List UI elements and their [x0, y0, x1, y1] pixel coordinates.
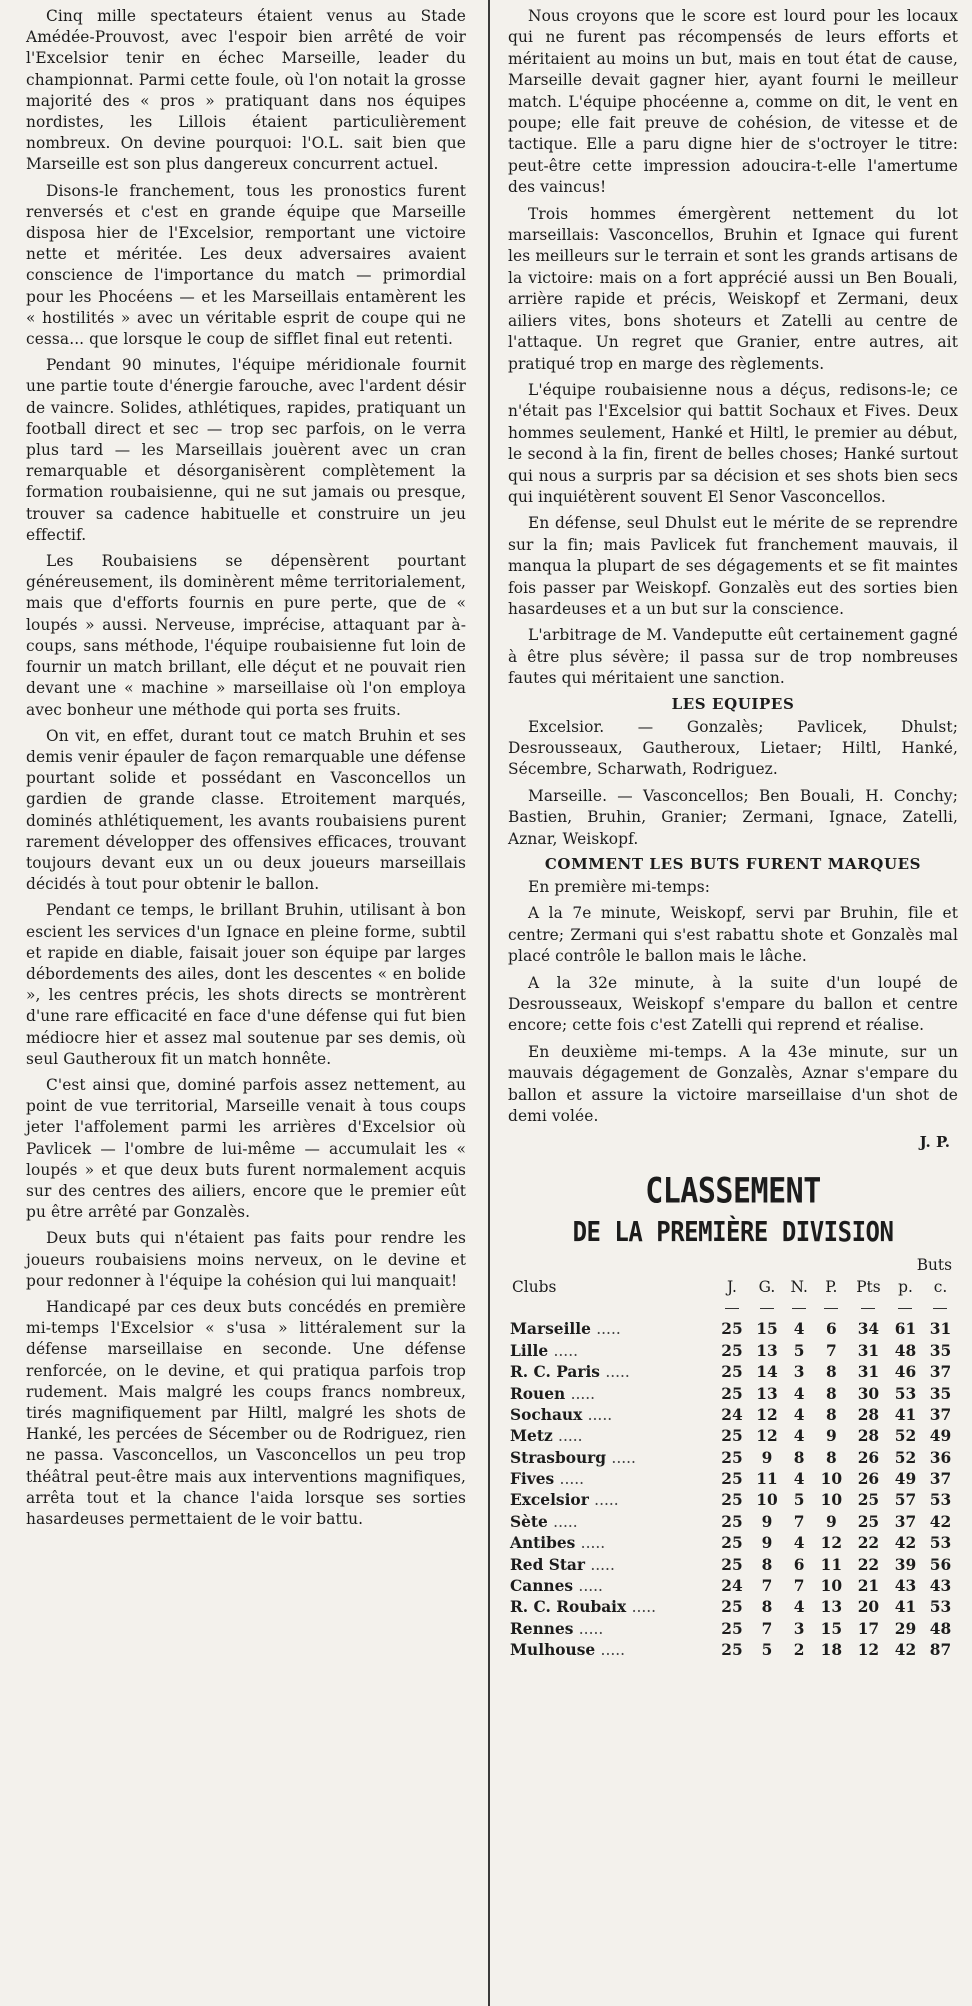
stat-cell: 31	[929, 1320, 952, 1339]
table-row	[508, 1575, 958, 1596]
buts-heading: COMMENT LES BUTS FURENT MARQUES	[544, 855, 922, 874]
stat-cell: 12	[820, 1534, 843, 1553]
stat-cell: 37	[929, 1363, 952, 1382]
table-row	[508, 1511, 958, 1532]
leader-dots: .....	[594, 1491, 619, 1510]
header-underline	[923, 1297, 958, 1318]
stat-cell: 4	[793, 1427, 805, 1446]
left-column-paragraph: Deux buts qui n'étaient pas faits pour rendre les joueurs roubaisiens moins nerveux, on le devine et pour redonner à l'équipe la cohésion qui lui manquait!	[26, 1229, 466, 1290]
left-column-paragraph: Les Roubaisiens se dépensèrent pourtant généreusement, ils dominèrent même territorialement, mais que d'efforts fournis en pure perte, que de « loupés » aussi. Nerveuse, imprécise, attaquant par à-coups, sans méthode, l'équipe roubaisienne fut loin de fournir un match brillant, elle déçut et ne pouvait rien devant une « machine » marseillaise où l'on employa avec bonheur une méthode qui porta ses fruits.	[26, 552, 466, 719]
stat-cell: 46	[894, 1363, 917, 1382]
right-column	[492, 0, 972, 2006]
stat-cell: 43	[929, 1577, 952, 1596]
stat-cell: 3	[793, 1619, 805, 1638]
stat-cell: 18	[820, 1641, 843, 1660]
stat-cell: 7	[761, 1619, 773, 1638]
stat-cell: 61	[894, 1320, 917, 1339]
club-name: Marseille	[510, 1320, 591, 1339]
stat-cell: 4	[793, 1534, 805, 1553]
leader-dots: .....	[578, 1619, 604, 1638]
club-name-cell	[508, 1340, 714, 1361]
stat-cell: 25	[721, 1384, 743, 1403]
leader-dots: .....	[559, 1470, 585, 1489]
header-underline	[714, 1297, 749, 1318]
stat-cell: 8	[761, 1555, 773, 1574]
stat-cell: 9	[761, 1448, 773, 1467]
stat-cell: 12	[756, 1427, 778, 1446]
stat-cell: 37	[894, 1512, 917, 1531]
stat-cell: 11	[756, 1470, 778, 1489]
stat-cell: 42	[929, 1512, 952, 1531]
stat-cell: 8	[761, 1598, 773, 1617]
club-name: Excelsior	[510, 1491, 589, 1510]
club-name: Rennes	[510, 1619, 574, 1638]
club-name-cell	[508, 1404, 714, 1425]
leader-dots: .....	[558, 1427, 583, 1446]
stat-cell: 35	[929, 1384, 952, 1403]
leader-dots: .....	[553, 1512, 578, 1531]
stat-cell: 17	[857, 1619, 880, 1638]
column-divider	[488, 0, 490, 2006]
club-name: Mulhouse	[510, 1641, 596, 1660]
club-name: Antibes	[510, 1534, 576, 1553]
table-row	[508, 1597, 958, 1618]
stat-cell: 25	[721, 1534, 743, 1553]
stat-cell: 9	[825, 1427, 837, 1446]
stat-cell: 25	[721, 1427, 743, 1446]
stat-cell: 30	[857, 1384, 880, 1403]
stat-cell: 31	[857, 1363, 880, 1382]
stat-cell: 24	[721, 1577, 743, 1596]
stat-cell: 53	[929, 1598, 952, 1617]
stat-cell: 5	[793, 1341, 805, 1360]
leader-dots: .....	[600, 1641, 626, 1660]
stat-cell: 25	[721, 1491, 743, 1510]
header-underline	[508, 1297, 714, 1318]
header-underline	[784, 1297, 813, 1318]
club-name-cell	[508, 1640, 714, 1661]
club-name-cell	[508, 1511, 714, 1532]
club-name: R. C. Paris	[510, 1363, 600, 1382]
stat-cell: 25	[721, 1641, 743, 1660]
table-row	[508, 1361, 958, 1382]
header-underline	[749, 1297, 784, 1318]
standings-title-line2: DE LA PREMIÈRE DIVISION	[572, 1215, 894, 1248]
table-row	[508, 1554, 958, 1575]
club-name-cell	[508, 1447, 714, 1468]
standings-header-cell: G.	[758, 1277, 776, 1296]
table-row	[508, 1404, 958, 1425]
stat-cell: 4	[793, 1405, 805, 1424]
stat-cell: 4	[793, 1598, 805, 1617]
club-name: Rouen	[510, 1384, 566, 1403]
club-name: Lille	[510, 1341, 549, 1360]
stat-cell: 8	[825, 1384, 837, 1403]
table-row	[508, 1533, 958, 1554]
stat-cell: 43	[894, 1577, 917, 1596]
stat-cell: 7	[825, 1341, 837, 1360]
left-column-paragraph: Pendant 90 minutes, l'équipe méridionale fournit une partie toute d'énergie farouche, avec l'ardent désir de vaincre. Solides, athlétiques, rapides, pratiquant un football direct et sec — trop sec parfois, on le verra plus tard — les Marseillais jouèrent avec un cran remarquable et désorganisèrent complètement la formation roubaisienne, qui ne sut jamais ou presque, trouver sa cadence habituelle et construire un jeu effectif.	[26, 356, 466, 544]
standings-table	[508, 1255, 958, 1661]
club-name-cell	[508, 1597, 714, 1618]
table-row	[508, 1618, 958, 1639]
stat-cell: 7	[761, 1577, 773, 1596]
table-row	[508, 1447, 958, 1468]
goal-paragraph: En deuxième mi-temps. A la 43e minute, sur un mauvais dégagement de Gonzalès, Aznar s'empare du ballon et assure la victoire marseillaise d'un shot de demi volée.	[508, 1042, 958, 1126]
table-row	[508, 1319, 958, 1340]
stat-cell: 9	[761, 1512, 773, 1531]
table-row	[508, 1426, 958, 1447]
club-name: R. C. Roubaix	[510, 1598, 627, 1617]
stat-cell: 10	[820, 1577, 843, 1596]
stat-cell: 9	[825, 1512, 837, 1531]
stat-cell: 9	[761, 1534, 773, 1553]
stat-cell: 13	[820, 1598, 843, 1617]
stat-cell: 12	[857, 1641, 880, 1660]
stat-cell: 25	[721, 1512, 743, 1531]
stat-cell: 48	[894, 1341, 917, 1360]
standings-header-cell: J.	[727, 1277, 737, 1296]
stat-cell: 25	[721, 1341, 743, 1360]
header-underline	[849, 1297, 888, 1318]
author-signature: J. P.	[919, 1132, 950, 1151]
stat-cell: 22	[857, 1555, 880, 1574]
leader-dots: .....	[596, 1320, 621, 1339]
club-name: Sochaux	[510, 1405, 583, 1424]
stat-cell: 25	[721, 1448, 743, 1467]
club-name: Cannes	[510, 1577, 574, 1596]
club-name-cell	[508, 1618, 714, 1639]
left-column-paragraph: Pendant ce temps, le brillant Bruhin, utilisant à bon escient les services d'un Ignace en pleine forme, subtil et rapide en diable, faisait jouer son équipe par larges débordements des ailes, dont les descentes « en bolide », les centres précis, les shots directs se montrèrent d'une rare efficacité en face d'une défense qui fut bien médiocre hier et assez mal soutenue par ses demis, où seul Gautheroux fit un match honnête.	[26, 901, 466, 1068]
standings-title-line1: CLASSEMENT	[645, 1170, 821, 1212]
standings-header-cell: Clubs	[512, 1277, 557, 1296]
table-row	[508, 1468, 958, 1489]
stat-cell: 13	[756, 1384, 778, 1403]
leader-dots: .....	[570, 1384, 596, 1403]
stat-cell: 13	[756, 1341, 778, 1360]
stat-cell: 34	[857, 1320, 880, 1339]
left-column-paragraph: Handicapé par ces deux buts concédés en première mi-temps l'Excelsior « s'usa » littéralement sur la défense marseillaise en seconde. Une défense renforcée, on le devine, et qui pratiqua parfois trop rudement. Mais malgré les coups francs nombreux, tirés magnifiquement par Hiltl, malgré les shots de Hanké, les percées de Sécember ou de Rodriguez, rien ne passa. Vasconcellos, un Vasconcellos un peu trop théâtral peut-être mais aux interventions magnifiques, arrêta tout et la chance l'aida lorsque ses sorties hasardeuses permettaient de le voir battu.	[26, 1297, 466, 1529]
stat-cell: 6	[825, 1320, 837, 1339]
stat-cell: 10	[820, 1491, 843, 1510]
stat-cell: 41	[894, 1405, 917, 1424]
header-underline	[814, 1297, 849, 1318]
leader-dots: .....	[590, 1555, 615, 1574]
club-name-cell	[508, 1554, 714, 1575]
stat-cell: 87	[929, 1641, 952, 1660]
stat-cell: 10	[756, 1491, 778, 1510]
stat-cell: 25	[857, 1491, 880, 1510]
stat-cell: 53	[929, 1491, 952, 1510]
stat-cell: 14	[756, 1363, 778, 1382]
stat-cell: 8	[825, 1405, 837, 1424]
club-name-cell	[508, 1361, 714, 1382]
stat-cell: 37	[929, 1470, 952, 1489]
club-name-cell	[508, 1383, 714, 1404]
stat-cell: 20	[857, 1598, 880, 1617]
stat-cell: 4	[793, 1470, 805, 1489]
stat-cell: 2	[793, 1641, 805, 1660]
right-column-paragraph: Nous croyons que le score est lourd pour les locaux qui ne furent pas récompensés de leurs efforts et méritaient au moins un but, mais en tout état de cause, Marseille devait gagner hier, ayant fourni le meilleur match. L'équipe phocéenne a, comme on dit, le vent en poupe; elle fait preuve de cohésion, de vitesse et de tactique. Elle a paru digne hier de s'octroyer le titre: peut-être cette impression adoucira-t-elle l'amertume des vaincus!	[508, 7, 958, 197]
stat-cell: 52	[894, 1448, 917, 1467]
stat-cell: 28	[857, 1427, 880, 1446]
stat-cell: 24	[721, 1405, 743, 1424]
standings-dash-row	[508, 1297, 958, 1318]
stat-cell: 15	[756, 1320, 778, 1339]
header-underline	[888, 1297, 923, 1318]
stat-cell: 29	[894, 1619, 917, 1638]
club-name-cell	[508, 1468, 714, 1489]
stat-cell: 5	[761, 1641, 773, 1660]
club-name-cell	[508, 1533, 714, 1554]
leader-dots: .....	[611, 1448, 636, 1467]
leader-dots: .....	[580, 1534, 606, 1553]
standings-header-cell: p.	[898, 1277, 913, 1296]
leader-dots: .....	[605, 1363, 630, 1382]
club-name: Strasbourg	[510, 1448, 607, 1467]
stat-cell: 41	[894, 1598, 917, 1617]
stat-cell: 4	[793, 1384, 805, 1403]
club-name-cell	[508, 1319, 714, 1340]
goals-description	[508, 877, 958, 1127]
lineup-marseille: Marseille. — Vasconcellos; Ben Bouali, H. Conchy; Bastien, Bruhin, Granier; Zermani, Ignace, Zatelli, Aznar, Weiskopf.	[508, 786, 958, 848]
stat-cell: 8	[793, 1448, 805, 1467]
left-column-paragraph: Disons-le franchement, tous les pronostics furent renversés et c'est en grande équipe que Marseille disposa hier de l'Excelsior, remportant une victoire nette et méritée. Les deux adversaires avaient conscience de l'importance du match — primordial pour les Phocéens — et les Marseillais entamèrent les « hostilités » avec un véritable esprit de coupe qui ne cessa... que lorsque le coup de sifflet final eut retenti.	[26, 181, 466, 349]
standings-header-row	[508, 1276, 958, 1297]
leader-dots: .....	[578, 1577, 603, 1596]
right-column-paragraph: L'équipe roubaisienne nous a déçus, redisons-le; ce n'était pas l'Excelsior qui battit Sochaux et Fives. Deux hommes seulement, Hanké et Hiltl, le premier au début, le second à la fin, firent de belles choses; Hanké surtout qui nous a surpris par sa décision et ses shots bien secs qui inquiétèrent souvent El Senor Vasconcellos.	[508, 380, 958, 506]
club-name: Fives	[510, 1470, 555, 1489]
standings-header-cell: Pts	[856, 1277, 881, 1296]
stat-cell: 6	[793, 1555, 805, 1574]
article-continuation	[508, 6, 958, 690]
club-name-cell	[508, 1490, 714, 1511]
leader-dots: .....	[631, 1598, 657, 1617]
club-name-cell	[508, 1426, 714, 1447]
stat-cell: 25	[857, 1512, 880, 1531]
stat-cell: 10	[820, 1470, 843, 1489]
table-row	[508, 1490, 958, 1511]
table-row	[508, 1383, 958, 1404]
stat-cell: 5	[793, 1491, 805, 1510]
stat-cell: 26	[857, 1470, 880, 1489]
stat-cell: 37	[929, 1405, 952, 1424]
stat-cell: 7	[793, 1512, 805, 1531]
left-column-paragraph: C'est ainsi que, dominé parfois assez nettement, au point de vue territorial, Marseille venait à tous coups jeter l'affolement parmi les arrières d'Excelsior où Pavlicek — l'ombre de lui-même — accumulait les « loupés » et que deux buts furent normalement acquis sur des centres des ailiers, encore que le premier eût pu être arrêté par Gonzalès.	[26, 1075, 466, 1222]
stat-cell: 42	[894, 1534, 917, 1553]
stat-cell: 25	[721, 1598, 743, 1617]
club-name: Sète	[510, 1512, 548, 1531]
club-name: Red Star	[510, 1555, 586, 1574]
goal-paragraph: En première mi-temps:	[528, 878, 710, 897]
stat-cell: 4	[793, 1320, 805, 1339]
stat-cell: 25	[721, 1619, 743, 1638]
standings-header-cell: c.	[933, 1277, 948, 1296]
stat-cell: 28	[857, 1405, 880, 1424]
stat-cell: 11	[820, 1555, 843, 1574]
stat-cell: 57	[894, 1491, 917, 1510]
goal-paragraph: A la 32e minute, à la suite d'un loupé de Desrousseaux, Weiskopf s'empare du ballon et centre encore; cette fois c'est Zatelli qui reprend et réalise.	[508, 973, 958, 1035]
right-column-paragraph: Trois hommes émergèrent nettement du lot marseillais: Vasconcellos, Bruhin et Ignace qui furent les meilleurs sur le terrain et sont les grands artisans de la victoire: mais on a fort apprécié aussi un Ben Bouali, arrière rapide et précis, Weiskopf et Zermani, deux ailiers vites, bons shoteurs et Zatelli au centre de l'attaque. Un regret que Granier, entre autres, ait pratiqué trop en marge des règlements.	[508, 204, 958, 373]
stat-cell: 49	[929, 1427, 952, 1446]
stat-cell: 42	[894, 1641, 917, 1660]
stat-cell: 7	[793, 1577, 805, 1596]
stat-cell: 53	[929, 1534, 952, 1553]
stat-cell: 35	[929, 1341, 952, 1360]
stat-cell: 39	[894, 1555, 917, 1574]
leader-dots: .....	[587, 1405, 613, 1424]
buts-label: Buts	[916, 1256, 952, 1275]
stat-cell: 3	[793, 1363, 805, 1382]
left-column-paragraph: Cinq mille spectateurs étaient venus au Stade Amédée-Prouvost, avec l'espoir bien arrêté de voir l'Excelsior tenir en échec Marseille, leader du championnat. Parmi cette foule, où l'on notait la grosse majorité des « pros » pratiquant dans nos équipes nordistes, les Lillois étaient particulièrement nombreux. On devine pourquoi: l'O.L. sait bien que Marseille est son plus dangereux concurrent actuel.	[26, 7, 466, 174]
standings-header-cell: P.	[825, 1277, 838, 1296]
leader-dots: .....	[553, 1341, 578, 1360]
stat-cell: 25	[721, 1363, 743, 1382]
stat-cell: 12	[756, 1405, 778, 1424]
left-column-paragraph: On vit, en effet, durant tout ce match Bruhin et ses demis venir épauler de façon remarquable une défense pourtant solide et possédant en Vasconcellos un gardien de grande classe. Etroitement marqués, dominés athlétiquement, les avants roubaisiens purent rarement développer des offensives efficaces, trouvant toujours devant eux un ou deux joueurs marseillais décidés à tout pour obtenir le ballon.	[26, 726, 466, 894]
stat-cell: 31	[857, 1341, 880, 1360]
stat-cell: 22	[857, 1534, 880, 1553]
table-row	[508, 1340, 958, 1361]
goal-paragraph: A la 7e minute, Weiskopf, servi par Bruhin, file et centre; Zermani qui s'est rabattu shote et Gonzalès mal placé contrôle le ballon mais le lâche.	[508, 904, 958, 966]
stat-cell: 25	[721, 1555, 743, 1574]
club-name: Metz	[510, 1427, 553, 1446]
table-row	[508, 1640, 958, 1661]
stat-cell: 26	[857, 1448, 880, 1467]
stat-cell: 25	[721, 1320, 743, 1339]
club-name-cell	[508, 1575, 714, 1596]
stat-cell: 15	[820, 1619, 843, 1638]
stat-cell: 53	[894, 1384, 917, 1403]
stat-cell: 48	[929, 1619, 952, 1638]
stat-cell: 49	[894, 1470, 917, 1489]
stat-cell: 21	[857, 1577, 880, 1596]
standings-header-cell: N.	[790, 1277, 808, 1296]
stat-cell: 56	[929, 1555, 952, 1574]
right-column-paragraph: En défense, seul Dhulst eut le mérite de se reprendre sur la fin; mais Pavlicek fut franchement mauvais, il manqua la plupart de ses dégagements et se fit maintes fois passer par Weiskopf. Gonzalès eut des sorties bien hasardeuses et a un but sur la conscience.	[508, 514, 958, 618]
stat-cell: 8	[825, 1448, 837, 1467]
lineup-excelsior: Excelsior. — Gonzalès; Pavlicek, Dhulst; Desrousseaux, Gautheroux, Lietaer; Hiltl, Hanké, Sécembre, Scharwath, Rodriguez.	[508, 717, 958, 779]
stat-cell: 25	[721, 1470, 743, 1489]
stat-cell: 8	[825, 1363, 837, 1382]
stat-cell: 36	[929, 1448, 952, 1467]
right-column-paragraph: L'arbitrage de M. Vandeputte eût certainement gagné à être plus sévère; il passa sur de trop nombreuses fautes qui méritaient une sanction.	[508, 626, 958, 688]
equipes-heading: LES EQUIPES	[671, 694, 795, 713]
stat-cell: 52	[894, 1427, 917, 1446]
